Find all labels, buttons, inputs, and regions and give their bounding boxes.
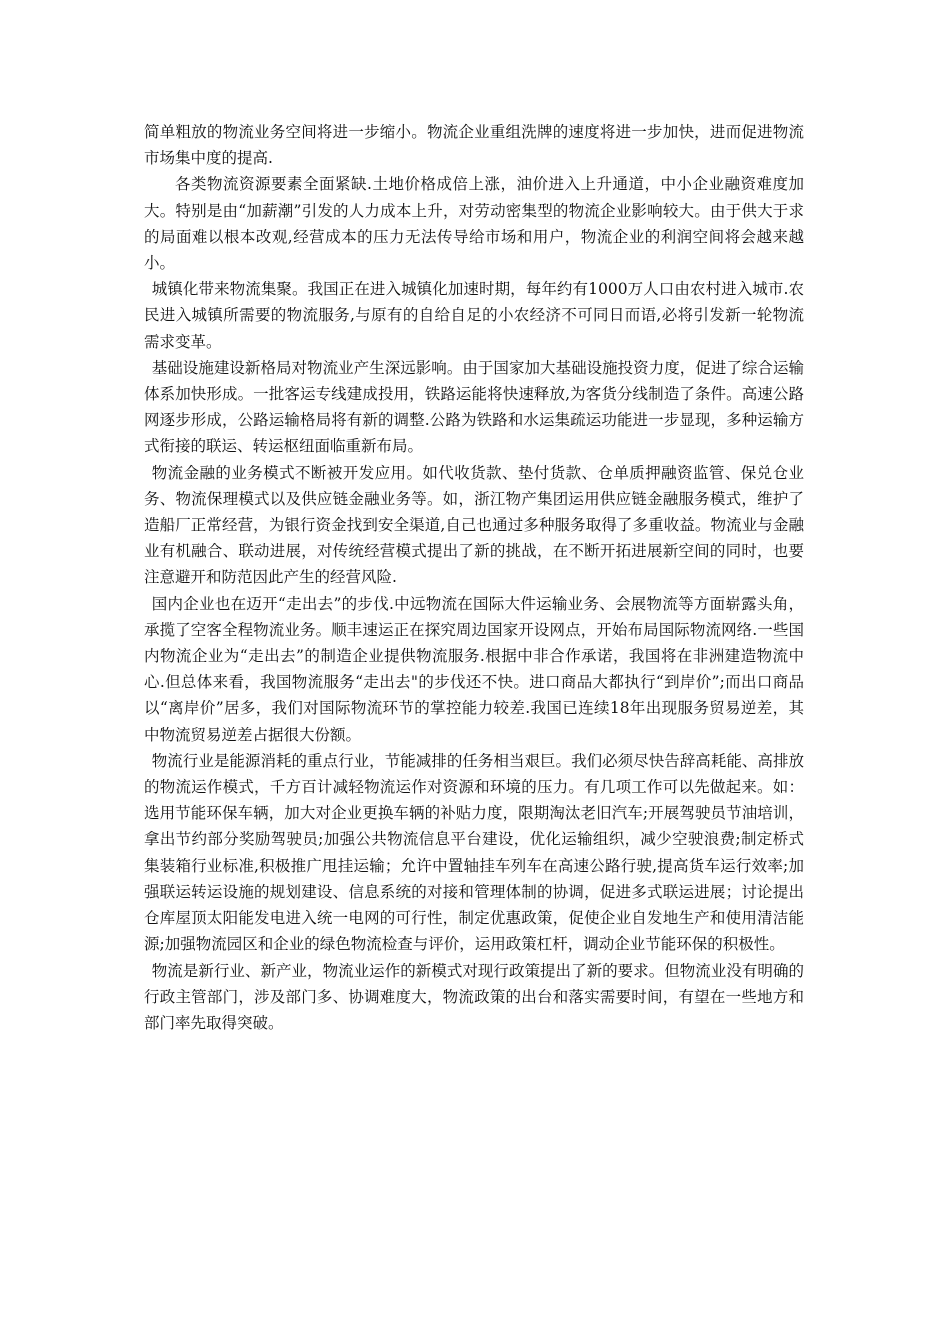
paragraph-resource-shortage: 各类物流资源要素全面紧缺.土地价格成倍上涨，油价进入上升通道，中小企业融资难度加大。特别是由“加薪潮”引发的人力成本上升，对劳动密集型的物流企业影响较大。由于供大于求的局面难以根本改观,经营成本的压力无法传导给市场和用户，物流企业的利润空间将会越来越小。 — [144, 175, 804, 273]
paragraph-logistics-consolidation: 简单粗放的物流业务空间将进一步缩小。物流企业重组洗牌的速度将进一步加快，进而促进物流市场集中度的提高. — [144, 123, 804, 168]
paragraph-energy-saving: 物流行业是能源消耗的重点行业，节能减排的任务相当艰巨。我们必须尽快告辞高耗能、高排放的物流运作模式，千方百计减轻物流运作对资源和环境的压力。有几项工作可以先做起来。如：选用节能环保车辆，加大对企业更换车辆的补贴力度，限期淘汰老旧汽车;开展驾驶员节油培训，拿出节约部分奖励驾驶员;加强公共物流信息平台建设，优化运输组织，减少空驶浪费;制定桥式集装箱行业标准,积极推广甩挂运输；允许中置轴挂车列车在高速公路行驶,提高货车运行效率;加强联运转运设施的规划建设、信息系统的对接和管理体制的协调，促进多式联运进展；讨论提出仓库屋顶太阳能发电进入统一电网的可行性，制定优惠政策，促使企业自发地生产和使用清洁能源;加强物流园区和企业的绿色物流检查与评价，运用政策杠杆，调动企业节能环保的积极性。 — [144, 751, 804, 954]
paragraph-infrastructure: 基础设施建设新格局对物流业产生深远影响。由于国家加大基础设施投资力度，促进了综合运输体系加快形成。一批客运专线建成投用，铁路运能将快速释放,为客货分线制造了条件。高速公路网逐步形成，公路运输格局将有新的调整.公路为铁路和水运集疏运功能进一步显现，多种运输方式衔接的联运、转运枢纽面临重新布局。 — [144, 358, 804, 456]
paragraph-policy: 物流是新行业、新产业，物流业运作的新模式对现行政策提出了新的要求。但物流业没有明确的行政主管部门，涉及部门多、协调难度大，物流政策的出台和落实需要时间，有望在一些地方和部门率先取得突破。 — [144, 961, 804, 1032]
paragraph-logistics-finance: 物流金融的业务模式不断被开发应用。如代收货款、垫付货款、仓单质押融资监管、保兑仓业务、物流保理模式以及供应链金融业务等。如，浙江物产集团运用供应链金融服务模式，维护了造船厂正常经营，为银行资金找到安全渠道,自己也通过多种服务取得了多重收益。物流业与金融业有机融合、联动进展，对传统经营模式提出了新的挑战，在不断开拓进展新空间的同时，也要注意避开和防范因此产生的经营风险. — [144, 463, 804, 587]
document-body — [144, 119, 804, 1036]
paragraph-urbanization: 城镇化带来物流集聚。我国正在进入城镇化加速时期，每年约有1000万人口由农村进入城市.农民进入城镇所需要的物流服务,与原有的自给自足的小农经济不可同日而语,必将引发新一轮物流需求变革。 — [144, 280, 804, 351]
paragraph-going-global: 国内企业也在迈开“走出去”的步伐.中远物流在国际大件运输业务、会展物流等方面崭露头角，承揽了空客全程物流业务。顺丰速运正在探究周边国家开设网点，开始布局国际物流网络.一些国内物流企业为“走出去”的制造企业提供物流服务.根据中非合作承诺，我国将在非洲建造物流中心.但总体来看，我国物流服务“走出去"的步伐还不快。进口商品大都执行“到岸价”;而出口商品以“离岸价”居多，我们对国际物流环节的掌控能力较差.我国已连续18年出现服务贸易逆差，其中物流贸易逆差占据很大份额。 — [144, 594, 804, 744]
